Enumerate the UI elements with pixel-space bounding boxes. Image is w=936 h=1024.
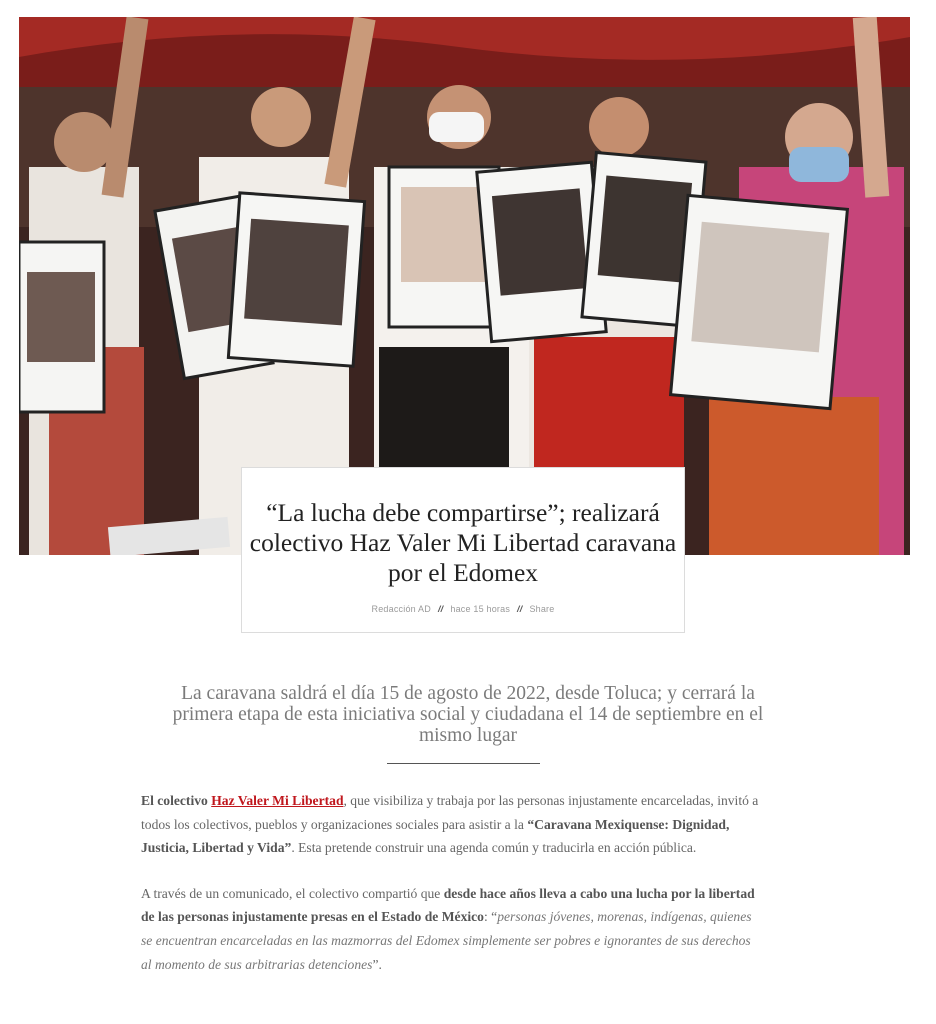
quote-text: personas jóvenes, morenas, indígenas, quienes se encuentran encarceladas en las mazmorras del Edomex simplemente ser pobres e ignorantes de sus derechos al momento de sus arbitrarias detenciones: [141, 909, 752, 972]
paragraph-1: [141, 789, 761, 860]
paragraph-2-text-end: ”.: [372, 956, 382, 972]
article-body: [141, 789, 761, 998]
paragraph-2-bold: desde hace años lleva a cabo una lucha por la libertad de las personas injustamente presas en el Estado de México: [141, 885, 755, 925]
paragraph-2: [141, 882, 761, 976]
paragraph-1-text: , que visibiliza y trabaja por las personas injustamente encarceladas, invitó a todos los colectivos, pueblos y organizaciones sociales para asistir a la: [141, 793, 759, 832]
collective-link[interactable]: Haz Valer Mi Libertad: [211, 793, 344, 808]
paragraph-1-text-end: . Esta pretende construir una agenda común y traducirla en acción pública.: [291, 840, 697, 856]
meta-separator: //: [517, 604, 523, 614]
article-title: “La lucha debe compartirse”; realizará colectivo Haz Valer Mi Libertad caravana por el Edomex: [249, 498, 677, 587]
article-title-card: [241, 467, 685, 633]
paragraph-1-lead: El colectivo: [141, 793, 212, 808]
paragraph-2-text-mid: : “: [483, 909, 498, 925]
share-link[interactable]: Share: [529, 604, 555, 614]
subtitle-divider: [387, 763, 540, 764]
publish-time: hace 15 horas: [450, 604, 511, 614]
meta-separator: //: [437, 604, 444, 614]
author-link[interactable]: Redacción AD: [371, 604, 431, 614]
article-subtitle: La caravana saldrá el día 15 de agosto de 2022, desde Toluca; y cerrará la primera etapa de esta iniciativa social y ciudadana el 14 de septiembre en el mismo lugar: [172, 683, 764, 746]
paragraph-2-text: A través de un comunicado, el colectivo compartió que: [141, 885, 444, 901]
article-meta: [242, 604, 684, 614]
caravan-name: “Caravana Mexiquense: Dignidad, Justicia, Libertad y Vida”: [141, 816, 730, 856]
